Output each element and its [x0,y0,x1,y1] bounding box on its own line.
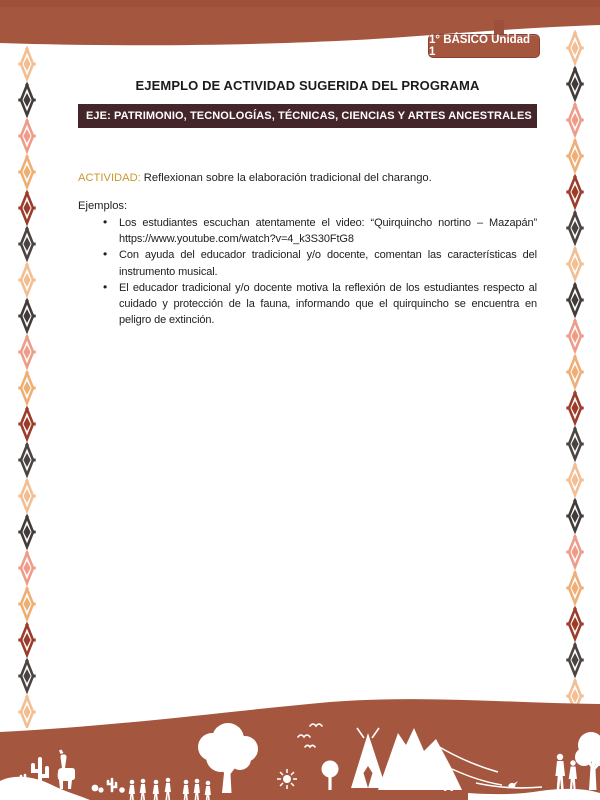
list-item-text: Con ayuda del educador tradicional y/o docente, comentan las características del instrumento musical. [119,249,537,278]
list-item-text: El educador tradicional y/o docente motiva la reflexión de los estudiantes respecto al cuidado y protección de la fauna, informando que el quirquincho se encuentra en peligro de extinción. [119,281,537,327]
list-item [103,215,537,247]
list-item [103,280,537,329]
bullet-marker: • [103,279,108,294]
activity-line [78,170,537,186]
activity-label: ACTIVIDAD: [78,172,141,184]
landscape-silhouette-footer [0,695,600,800]
content-column [78,0,537,328]
activity-text: Reflexionan sobre la elaboración tradicional del charango. [143,172,432,184]
bullet-marker: • [103,247,108,262]
list-item [103,247,537,279]
eje-banner: EJE: PATRIMONIO, TECNOLOGÍAS, TÉCNICAS, CIENCIAS Y ARTES ANCESTRALES [78,104,537,128]
bullet-marker: • [103,215,108,229]
unit-badge-label: 1° BÁSICO Unidad 1 [429,34,531,58]
examples-label: Ejemplos: [78,200,128,212]
right-textile-border-icon [566,30,584,704]
left-textile-border-icon [18,46,36,728]
page-title: EJEMPLO DE ACTIVIDAD SUGERIDA DEL PROGRAMA [135,78,480,93]
examples-list [78,215,537,328]
list-item-text: Los estudiantes escuchan atentamente el video: “Quirquincho nortino – Mazapán” https://www.youtube.com/watch?v=4_k3S30FtG8 [119,217,537,246]
